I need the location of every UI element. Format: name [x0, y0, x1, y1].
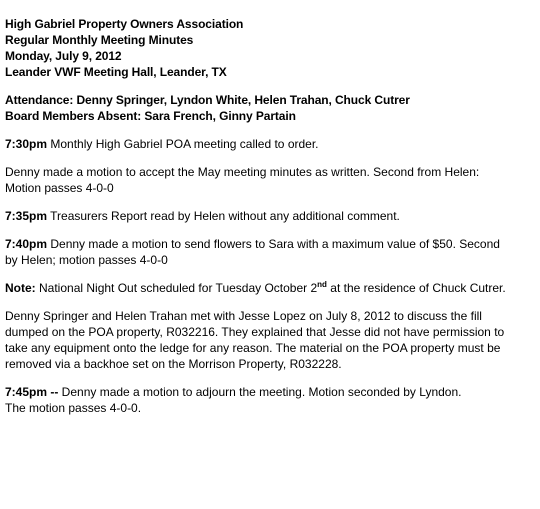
item-time: 7:40pm — [5, 237, 48, 251]
item-time: 7:35pm — [5, 209, 48, 223]
item-fill-line3: take any equipment onto the ledge for any reason. The material on the POA property must be — [5, 341, 501, 355]
note-label: Note: — [5, 281, 36, 295]
item-adjourn-line1 — [5, 384, 535, 400]
note-superscript: nd — [317, 280, 327, 289]
note-text-after: at the residence of Chuck Cutrer. — [326, 281, 506, 295]
meeting-minutes-document — [5, 16, 535, 416]
item-flowers-line1 — [5, 236, 535, 252]
org-name: High Gabriel Property Owners Association — [5, 17, 244, 31]
item-flowers-line2: by Helen; motion passes 4-0-0 — [5, 253, 168, 267]
item-motion-minutes-line2: Motion passes 4-0-0 — [5, 181, 114, 195]
item-fill-line4: removed via a backhoe set on the Morrison Property, R032228. — [5, 357, 342, 371]
note-text-before: National Night Out scheduled for Tuesday October 2 — [35, 281, 318, 295]
attendance-present: Attendance: Denny Springer, Lyndon White, Helen Trahan, Chuck Cutrer — [5, 93, 410, 107]
item-text: Treasurers Report read by Helen without any additional comment. — [47, 209, 400, 223]
document-title: Regular Monthly Meeting Minutes — [5, 33, 194, 47]
item-time: 7:45pm -- — [5, 385, 59, 399]
item-text: Denny made a motion to send flowers to Sara with a maximum value of $50. Second — [47, 237, 500, 251]
item-adjourn-line2: The motion passes 4-0-0. — [5, 401, 142, 415]
item-motion-minutes-line1: Denny made a motion to accept the May meeting minutes as written. Second from Helen: — [5, 165, 480, 179]
meeting-date: Monday, July 9, 2012 — [5, 49, 122, 63]
meeting-location: Leander VWF Meeting Hall, Leander, TX — [5, 65, 227, 79]
item-fill-line2: dumped on the POA property, R032216. They explained that Jesse did not have permission to — [5, 325, 505, 339]
item-text: Monthly High Gabriel POA meeting called to order. — [47, 137, 319, 151]
item-treasurer — [5, 208, 535, 224]
item-call-to-order — [5, 136, 535, 152]
item-fill-line1: Denny Springer and Helen Trahan met with Jesse Lopez on July 8, 2012 to discuss the fill — [5, 309, 482, 323]
item-time: 7:30pm — [5, 137, 48, 151]
item-text: Denny made a motion to adjourn the meeting. Motion seconded by Lyndon. — [58, 385, 462, 399]
item-note — [5, 280, 535, 296]
attendance-absent: Board Members Absent: Sara French, Ginny Partain — [5, 109, 296, 123]
